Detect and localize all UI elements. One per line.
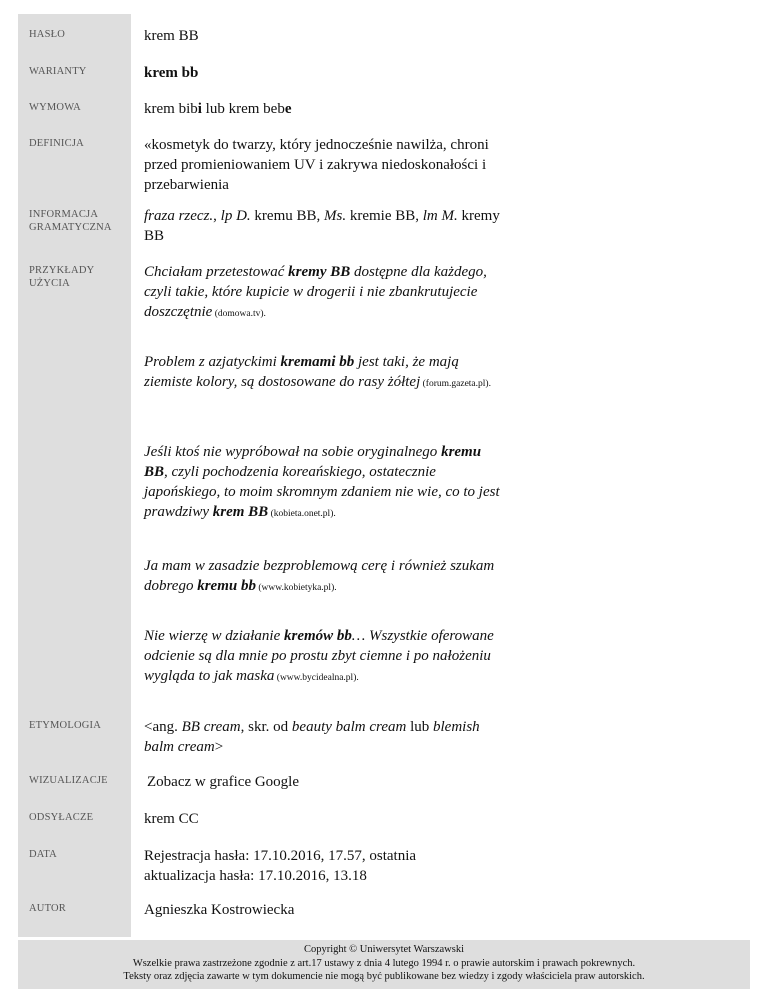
value-data: Rejestracja hasła: 17.10.2016, 17.57, ostatnia aktualizacja hasła: 17.10.2016, 13.18 (144, 848, 417, 884)
label-gramatyka: INFORMACJA GRAMATYCZNA (29, 209, 112, 233)
label-data: DATA (29, 849, 57, 860)
label-odsylacze: ODSYŁACZE (29, 812, 94, 823)
example-4: Ja mam w zasadzie bezproblemową cerę i również szukam dobrego kremu bb (www.kobietyka.pl). (144, 558, 495, 594)
value-etymologia: <ang. BB cream, skr. od beauty balm cream lub blemish balm cream> (144, 719, 480, 755)
label-column-background (18, 14, 131, 937)
footer-line-1: Copyright © Uniwersytet Warszawski (303, 944, 465, 955)
value-autor: Agnieszka Kostrowiecka (144, 902, 295, 918)
example-5: Nie wierzę w działanie kremów bb… Wszystkie oferowane odcienie są dla mnie po prostu zbyt ciemne i po nałożeniu wygląda to jak maska (www.bycidealna.pl). (144, 628, 494, 684)
label-wymowa: WYMOWA (29, 102, 81, 113)
label-autor: AUTOR (29, 903, 66, 914)
google-images-link[interactable]: Zobacz w grafice Google (147, 774, 300, 790)
cross-reference-link[interactable]: krem CC (144, 811, 199, 827)
label-warianty: WARIANTY (29, 66, 87, 77)
value-warianty: krem bb (144, 65, 199, 81)
label-definicja: DEFINICJA (29, 138, 84, 149)
label-etymologia: ETYMOLOGIA (29, 720, 101, 731)
example-1: Chciałam przetestować kremy BB dostępne dla każdego, czyli takie, które kupicie w drogerii i nie zbankrutujecie doszczętnie (domowa.tv). (144, 264, 487, 320)
example-3: Jeśli ktoś nie wypróbował na sobie oryginalnego kremu BB, czyli pochodzenia koreańskiego, ostatecznie japońskiego, to moim skromnym zdaniem nie wie, co to jest prawdziwy krem BB (kobieta.onet.pl). (144, 444, 500, 520)
label-przyklady: PRZYKŁADY UŻYCIA (29, 265, 94, 289)
value-definicja: «kosmetyk do twarzy, który jednocześnie nawilża, chroni przed promieniowaniem UV i zakrywa niedoskonałości i przebarwienia (144, 137, 489, 193)
footer-line-3: Teksty oraz zdjęcia zawarte w tym dokumencie nie mogą być publikowane bez wiedzy i zgody właściciela praw autorskich. (123, 971, 645, 982)
value-wymowa: krem bibi lub krem bebe (144, 101, 292, 117)
value-gramatyka: fraza rzecz., lp D. kremu BB, Ms. kremie BB, lm M. kremy BB (144, 208, 500, 244)
label-haslo: HASŁO (29, 29, 66, 40)
example-2: Problem z azjatyckimi kremami bb jest taki, że mają ziemiste kolory, są dostosowane do rasy żółtej (forum.gazeta.pl). (144, 354, 491, 390)
value-haslo: krem BB (144, 28, 199, 44)
label-wizualizacje: WIZUALIZACJE (29, 775, 108, 786)
copyright-footer (18, 940, 750, 989)
footer-line-2: Wszelkie prawa zastrzeżone zgodnie z art.17 ustawy z dnia 4 lutego 1994 r. o prawie autorskim i prawach pokrewnych. (132, 957, 636, 969)
